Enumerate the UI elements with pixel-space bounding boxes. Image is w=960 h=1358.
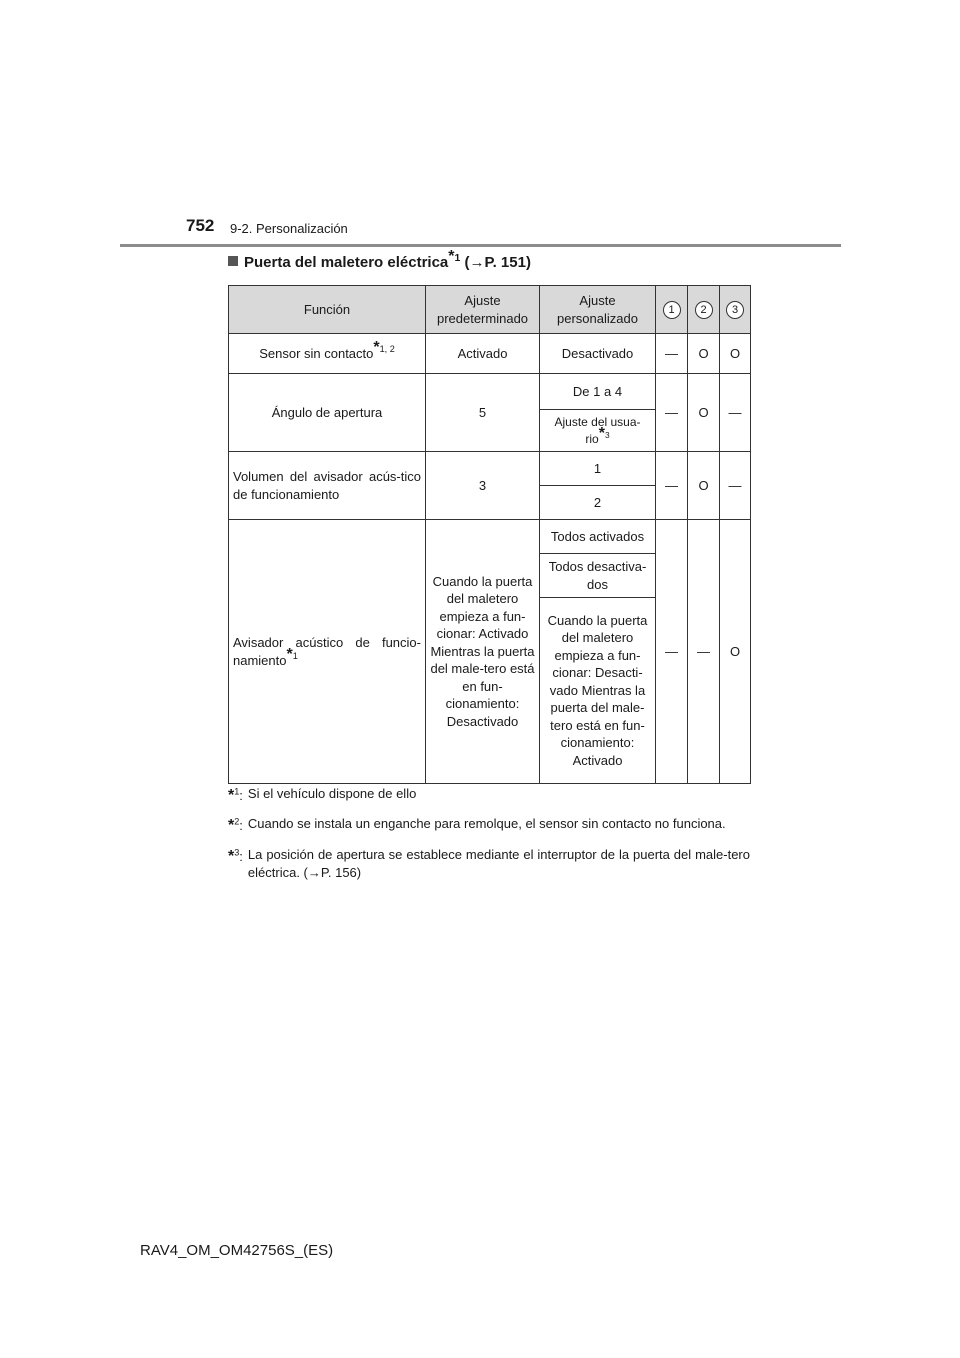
header-function: Función <box>229 286 426 334</box>
cell-function: Sensor sin contacto$^{*1, 2}$ <box>229 334 426 374</box>
cell-custom: 1 <box>540 452 656 486</box>
circled-number-icon: 2 <box>695 301 713 319</box>
square-bullet-icon <box>228 256 238 266</box>
cell-custom: De 1 a 4 <box>540 374 656 410</box>
circled-number-icon: 1 <box>663 301 681 319</box>
customization-table <box>228 285 751 784</box>
page-reference[interactable]: (→P. 151) <box>464 254 531 271</box>
footnote-item: *$^1$: Si el vehículo dispone de ello <box>228 785 750 807</box>
cell-mark-3: O <box>720 334 751 374</box>
cell-mark-1: — <box>656 520 688 784</box>
cell-function: Avisador acústico de funcio-namiento$^{*1}$ <box>229 520 426 784</box>
section-label: 9-2. Personalización <box>230 221 348 236</box>
cell-custom: Todos activados <box>540 520 656 554</box>
footnote-text: Cuando se instala un enganche para remolque, el sensor sin contacto no funciona. <box>247 816 726 832</box>
header-divider <box>120 244 841 247</box>
table-row <box>229 374 751 410</box>
table-row <box>229 334 751 374</box>
cell-mark-3: O <box>720 520 751 784</box>
table-row <box>229 520 751 554</box>
cell-mark-1: — <box>656 452 688 520</box>
cell-mark-3: — <box>720 374 751 452</box>
cell-mark-2: O <box>688 334 720 374</box>
table-header-row <box>229 286 751 334</box>
document-id: RAV4_OM_OM42756S_(ES) <box>140 1242 334 1259</box>
footnote-item: *$^3$: La posición de apertura se establece mediante el interruptor de la puerta del male-tero eléctrica. (→P. 156) <box>228 846 750 882</box>
cell-custom: 2 <box>540 486 656 520</box>
cell-mark-2: — <box>688 520 720 784</box>
cell-custom: Cuando la puerta del maletero empieza a fun-cionar: Desacti-vado Mientras la puerta del male-tero está en fun-cionamiento: Activado <box>540 598 656 784</box>
cell-function: Volumen del avisador acús-tico de funcionamiento <box>229 452 426 520</box>
cell-mark-1: — <box>656 334 688 374</box>
cell-custom: Ajuste del usua-rio$^{*3}$ <box>540 410 656 452</box>
cell-mark-3: — <box>720 452 751 520</box>
header-default-setting: Ajuste predeterminado <box>426 286 540 334</box>
footnote-text: La posición de apertura se establece mediante el interruptor de la puerta del male-tero eléctrica. (→P. 156) <box>247 846 750 880</box>
header-col-3 <box>720 286 751 334</box>
cell-custom: Desactivado <box>540 334 656 374</box>
circled-number-icon: 3 <box>726 301 744 319</box>
footnote-ref: *1 <box>448 248 461 265</box>
cell-default: Activado <box>426 334 540 374</box>
cell-default: 5 <box>426 374 540 452</box>
cell-default: 3 <box>426 452 540 520</box>
header-col-2 <box>688 286 720 334</box>
cell-mark-2: O <box>688 452 720 520</box>
cell-default: Cuando la puerta del maletero empieza a fun-cionar: Activado Mientras la puerta del male-tero está en fun-cionamiento: Desactivado <box>426 520 540 784</box>
cell-custom: Todos desactiva-dos <box>540 554 656 598</box>
header-custom-setting: Ajuste personalizado <box>540 286 656 334</box>
footnote-text: Si el vehículo dispone de ello <box>247 786 417 801</box>
header-col-1 <box>656 286 688 334</box>
page-number: 752 <box>186 216 215 235</box>
section-heading-text: Puerta del maletero eléctrica <box>244 254 449 271</box>
footnotes <box>228 785 750 890</box>
cell-mark-1: — <box>656 374 688 452</box>
section-heading <box>228 248 531 271</box>
footnote-item: *$^2$: Cuando se instala un enganche para remolque, el sensor sin contacto no funciona. <box>228 815 750 837</box>
cell-mark-2: O <box>688 374 720 452</box>
cell-function: Ángulo de apertura <box>229 374 426 452</box>
table-row <box>229 452 751 486</box>
